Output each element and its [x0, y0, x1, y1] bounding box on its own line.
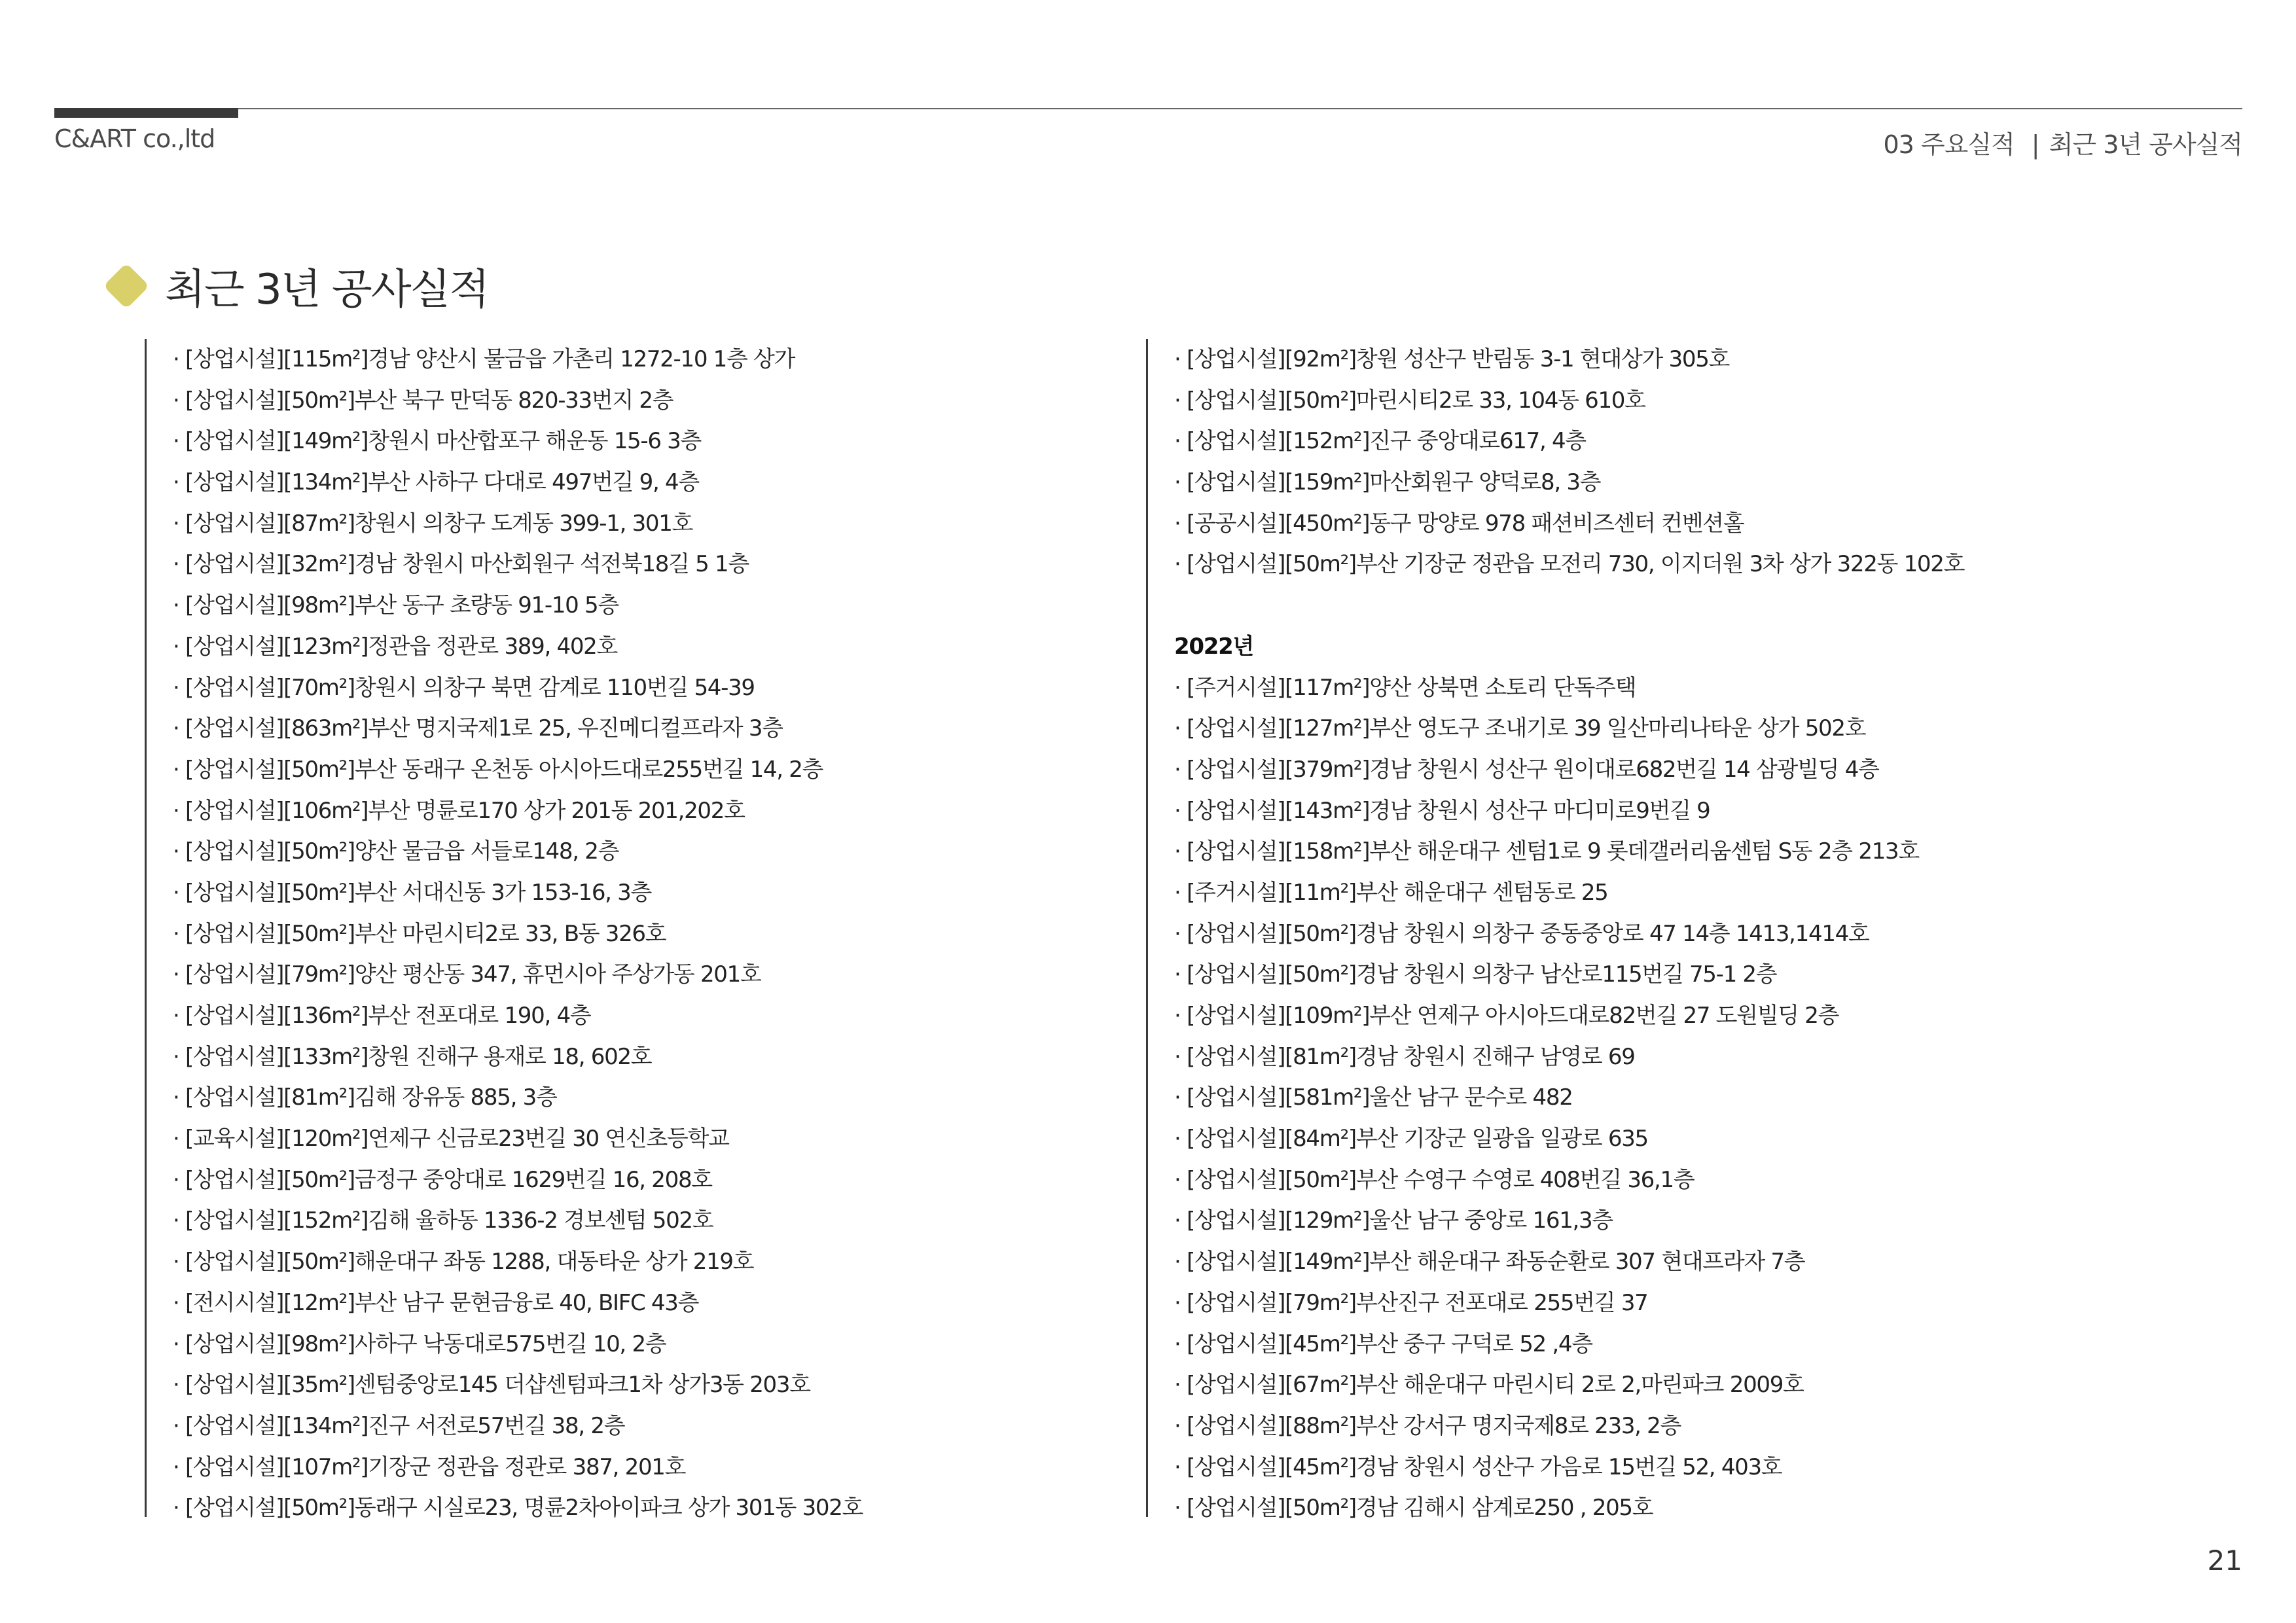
list-item: · [상업시설][50m²]부산 동래구 온천동 아시아드대로255번길 14, 2층	[173, 756, 823, 783]
title-block	[110, 258, 488, 314]
right-column	[1146, 339, 2226, 1522]
list-item: · [상업시설][88m²]부산 강서구 명지국제8로 233, 2층	[1174, 1412, 1681, 1439]
breadcrumb-section: 03 주요실적	[1883, 130, 2015, 159]
breadcrumb	[1883, 124, 2242, 160]
list-item: · [상업시설][158m²]부산 해운대구 센텀1로 9 롯데갤러리움센텀 S동 2층 213호	[1174, 838, 1919, 865]
list-item: · [상업시설][106m²]부산 명륜로170 상가 201동 201,202호	[173, 797, 745, 824]
list-item: · [상업시설][152m²]김해 율하동 1336-2 경보센텀 502호	[173, 1207, 713, 1234]
page-title: 최근 3년 공사실적	[165, 266, 489, 314]
list-item: · [상업시설][50m²]부산 기장군 정관읍 모전리 730, 이지더원 3차 상가 322동 102호	[1174, 551, 1965, 578]
list-item: · [상업시설][379m²]경남 창원시 성산구 원이대로682번길 14 삼광빌딩 4층	[1174, 756, 1879, 783]
list-item: · [상업시설][79m²]양산 평산동 347, 휴먼시아 주상가동 201호	[173, 961, 761, 988]
breadcrumb-separator: |	[2031, 130, 2039, 159]
list-item: · [상업시설][123m²]정관읍 정관로 389, 402호	[173, 633, 618, 660]
list-item: · [교육시설][120m²]연제구 신금로23번길 30 연신초등학교	[173, 1126, 729, 1152]
list-item: · [전시시설][12m²]부산 남구 문현금융로 40, BIFC 43층	[173, 1289, 699, 1316]
diamond-bullet-icon	[103, 263, 150, 310]
list-item: · [상업시설][50m²]금정구 중앙대로 1629번길 16, 208호	[173, 1166, 712, 1193]
list-item: · [상업시설][143m²]경남 창원시 성산구 마디미로9번길 9	[1174, 797, 1710, 824]
list-item: · [상업시설][70m²]창원시 의창구 북면 감계로 110번길 54-39	[173, 674, 755, 701]
list-item: · [상업시설][133m²]창원 진해구 용재로 18, 602호	[173, 1043, 652, 1070]
list-item: · [상업시설][129m²]울산 남구 중앙로 161,3층	[1174, 1207, 1613, 1234]
list-item: · [상업시설][109m²]부산 연제구 아시아드대로82번길 27 도원빌딩 2층	[1174, 1003, 1839, 1029]
header-rule	[54, 108, 2242, 109]
list-item: · [상업시설][50m²]해운대구 좌동 1288, 대동타운 상가 219호	[173, 1249, 754, 1275]
list-item: · [상업시설][149m²]창원시 마산합포구 해운동 15-6 3층	[173, 428, 702, 455]
list-item: · [상업시설][45m²]경남 창원시 성산구 가음로 15번길 52, 403호	[1174, 1454, 1782, 1480]
list-item: · [상업시설][98m²]부산 동구 초량동 91-10 5층	[173, 592, 619, 619]
company-name: C&ART co.,ltd	[54, 124, 215, 153]
list-item: · [상업시설][79m²]부산진구 전포대로 255번길 37	[1174, 1289, 1648, 1316]
list-item: · [상업시설][81m²]김해 장유동 885, 3층	[173, 1084, 557, 1111]
list-item: · [상업시설][134m²]부산 사하구 다대로 497번길 9, 4층	[173, 469, 699, 496]
list-item: · [상업시설][149m²]부산 해운대구 좌동순환로 307 현대프라자 7층	[1174, 1249, 1805, 1275]
list-item: · [상업시설][127m²]부산 영도구 조내기로 39 일산마리나타운 상가 502호	[1174, 715, 1866, 742]
list-item: · [상업시설][50m²]양산 물금읍 서들로148, 2층	[173, 838, 619, 865]
list-item: · [상업시설][134m²]진구 서전로57번길 38, 2층	[173, 1412, 625, 1439]
list-item: · [상업시설][152m²]진구 중앙대로617, 4층	[1174, 428, 1586, 455]
list-item: · [상업시설][863m²]부산 명지국제1로 25, 우진메디컬프라자 3층	[173, 715, 783, 742]
spacer	[1174, 585, 2226, 626]
list-item: · [주거시설][11m²]부산 해운대구 센텀동로 25	[1174, 879, 1608, 906]
list-item: · [상업시설][107m²]기장군 정관읍 정관로 387, 201호	[173, 1454, 686, 1480]
list-item: · [상업시설][581m²]울산 남구 문수로 482	[1174, 1084, 1573, 1111]
page-number: 21	[2207, 1544, 2242, 1577]
list-item: · [상업시설][67m²]부산 해운대구 마린시티 2로 2,마린파크 2009호	[1174, 1372, 1804, 1399]
list-item: · [상업시설][115m²]경남 양산시 물금읍 가촌리 1272-10 1층 상가	[173, 346, 795, 372]
left-column	[145, 339, 1126, 1522]
list-item: · [상업시설][81m²]경남 창원시 진해구 남영로 69	[1174, 1043, 1635, 1070]
breadcrumb-subsection: 최근 3년 공사실적	[2049, 130, 2242, 159]
list-item: · [상업시설][84m²]부산 기장군 일광읍 일광로 635	[1174, 1126, 1648, 1152]
list-item: · [상업시설][35m²]센텀중앙로145 더샵센텀파크1차 상가3동 203호	[173, 1372, 810, 1399]
list-item: · [상업시설][45m²]부산 중구 구덕로 52 ,4층	[1174, 1330, 1592, 1357]
list-item: · [상업시설][50m²]경남 김해시 삼계로250 , 205호	[1174, 1495, 1653, 1522]
header-accent-bar	[54, 108, 238, 118]
list-item: · [상업시설][50m²]부산 북구 만덕동 820-33번지 2층	[173, 387, 673, 414]
list-item: · [상업시설][50m²]부산 서대신동 3가 153-16, 3층	[173, 879, 652, 906]
list-item: · [상업시설][159m²]마산회원구 양덕로8, 3층	[1174, 469, 1601, 496]
list-item: · [상업시설][87m²]창원시 의창구 도계동 399-1, 301호	[173, 510, 693, 537]
list-item: · [상업시설][50m²]마린시티2로 33, 104동 610호	[1174, 387, 1645, 414]
year-heading: 2022년	[1174, 633, 1253, 660]
list-item: · [상업시설][92m²]창원 성산구 반림동 3-1 현대상가 305호	[1174, 346, 1730, 372]
list-item: · [주거시설][117m²]양산 상북면 소토리 단독주택	[1174, 674, 1636, 701]
list-item: · [공공시설][450m²]동구 망양로 978 패션비즈센터 컨벤션홀	[1174, 510, 1744, 537]
list-item: · [상업시설][50m²]동래구 시실로23, 명륜2차아이파크 상가 301동 302호	[173, 1495, 863, 1522]
list-item: · [상업시설][50m²]경남 창원시 의창구 중동중앙로 47 14층 1413,1414호	[1174, 920, 1869, 947]
list-item: · [상업시설][98m²]사하구 낙동대로575번길 10, 2층	[173, 1330, 666, 1357]
list-item: · [상업시설][50m²]부산 마린시티2로 33, B동 326호	[173, 920, 666, 947]
list-item: · [상업시설][50m²]경남 창원시 의창구 남산로115번길 75-1 2층	[1174, 961, 1777, 988]
list-item: · [상업시설][32m²]경남 창원시 마산회원구 석전북18길 5 1층	[173, 551, 749, 578]
list-item: · [상업시설][136m²]부산 전포대로 190, 4층	[173, 1003, 591, 1029]
list-item: · [상업시설][50m²]부산 수영구 수영로 408번길 36,1층	[1174, 1166, 1695, 1193]
